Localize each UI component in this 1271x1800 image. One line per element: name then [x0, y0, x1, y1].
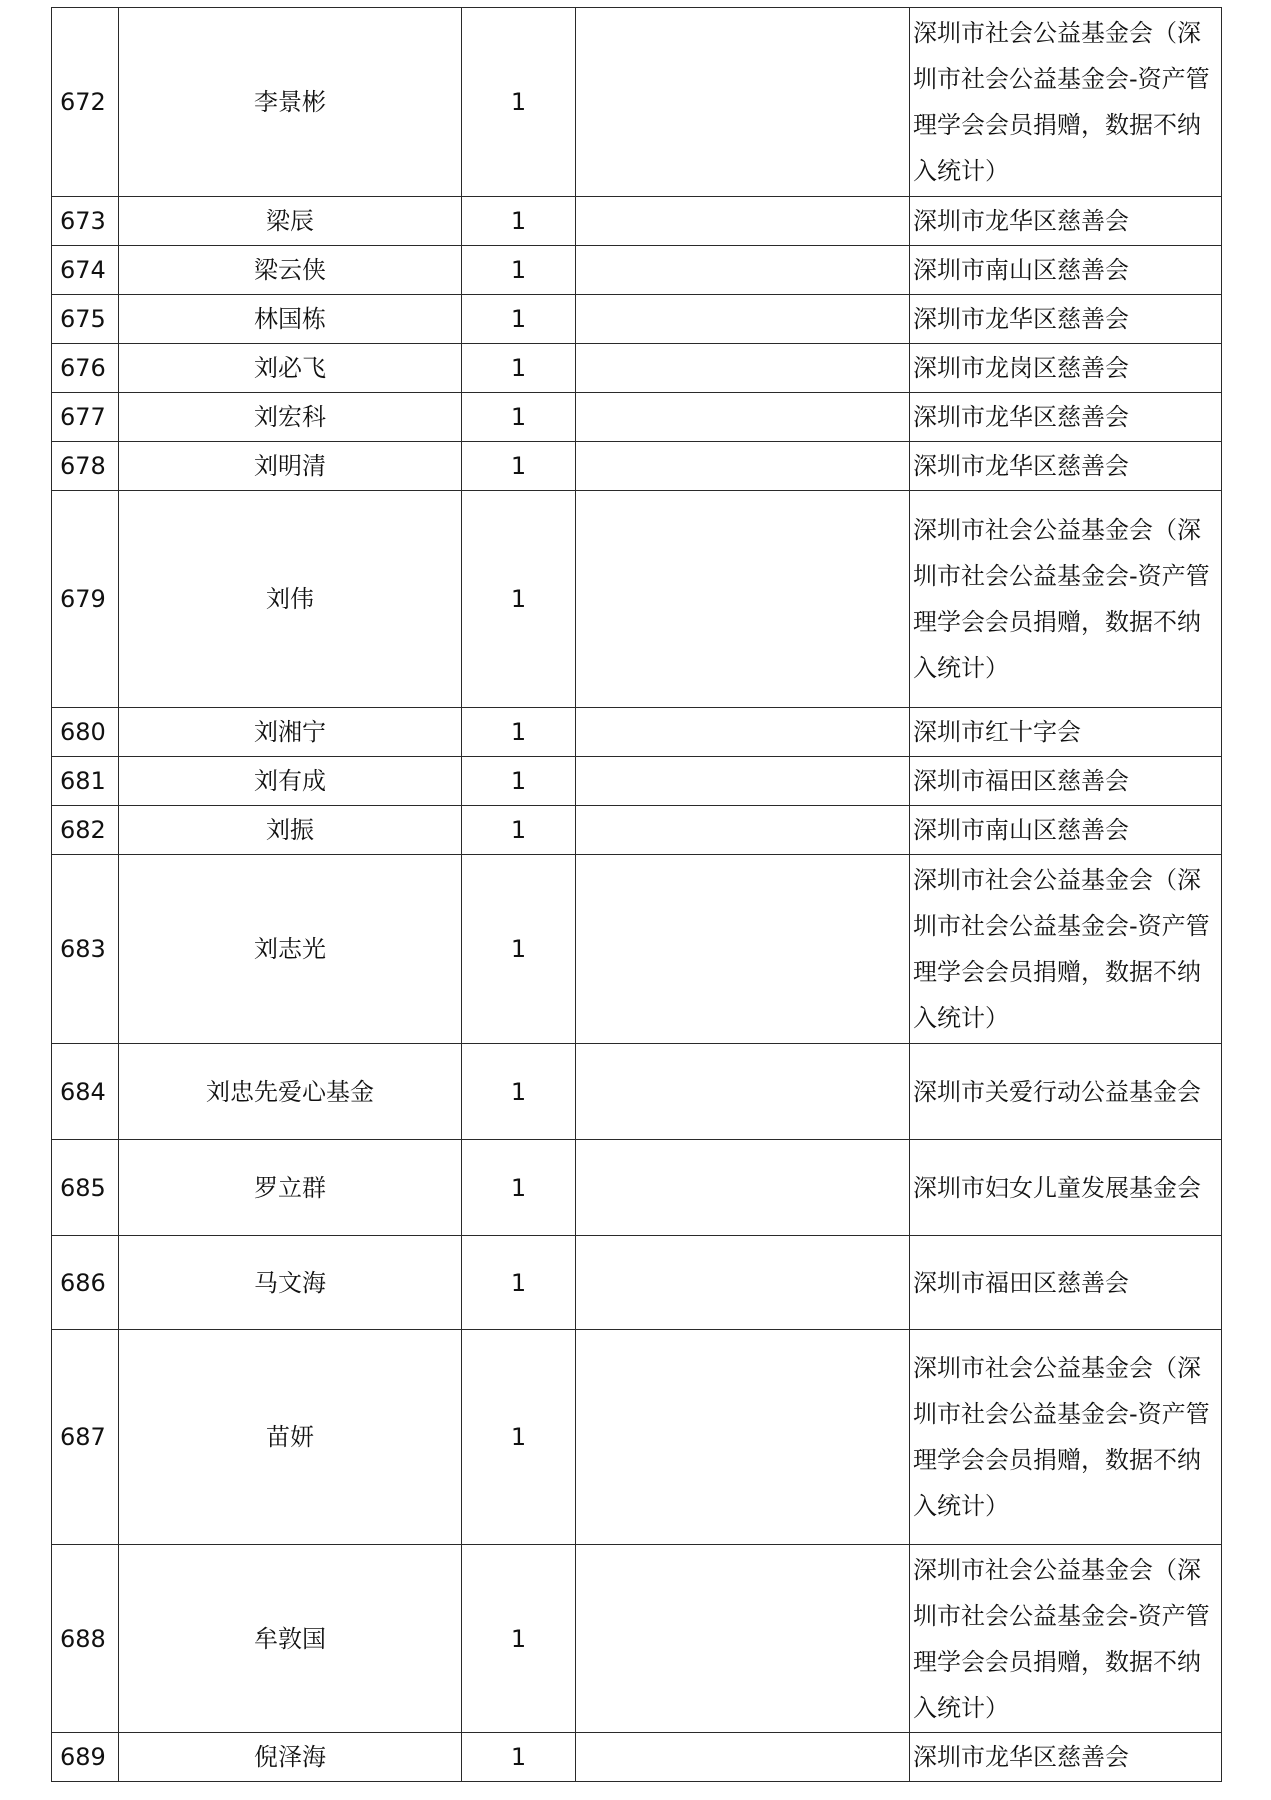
- donation-quantity: 1: [462, 344, 576, 393]
- table-row: [52, 393, 1222, 442]
- recipient-organization: 深圳市福田区慈善会: [910, 757, 1222, 806]
- row-number: 689: [52, 1733, 119, 1782]
- blank-cell: [576, 1044, 910, 1140]
- table-row: [52, 1140, 1222, 1236]
- table-row: [52, 1733, 1222, 1782]
- recipient-organization: 深圳市龙岗区慈善会: [910, 344, 1222, 393]
- blank-cell: [576, 442, 910, 491]
- recipient-organization: 深圳市关爱行动公益基金会: [910, 1044, 1222, 1140]
- table-row: [52, 1044, 1222, 1140]
- donation-quantity: 1: [462, 393, 576, 442]
- donation-quantity: 1: [462, 1330, 576, 1545]
- donation-table: [51, 7, 1222, 1782]
- blank-cell: [576, 1545, 910, 1733]
- row-number: 682: [52, 806, 119, 855]
- recipient-organization: 深圳市社会公益基金会（深圳市社会公益基金会-资产管理学会会员捐赠，数据不纳入统计）: [910, 855, 1222, 1044]
- row-number: 686: [52, 1236, 119, 1330]
- recipient-organization: 深圳市南山区慈善会: [910, 806, 1222, 855]
- donor-name: 梁云侠: [119, 246, 462, 295]
- donor-name: 刘忠先爱心基金: [119, 1044, 462, 1140]
- blank-cell: [576, 806, 910, 855]
- table-row: [52, 1545, 1222, 1733]
- table-row: [52, 197, 1222, 246]
- donation-quantity: 1: [462, 1140, 576, 1236]
- recipient-organization: 深圳市红十字会: [910, 708, 1222, 757]
- table-row: [52, 855, 1222, 1044]
- row-number: 687: [52, 1330, 119, 1545]
- row-number: 675: [52, 295, 119, 344]
- table-row: [52, 806, 1222, 855]
- donation-quantity: 1: [462, 1733, 576, 1782]
- recipient-organization: 深圳市社会公益基金会（深圳市社会公益基金会-资产管理学会会员捐赠，数据不纳入统计）: [910, 491, 1222, 708]
- table-row: [52, 8, 1222, 197]
- donation-quantity: 1: [462, 1545, 576, 1733]
- donation-quantity: 1: [462, 806, 576, 855]
- table-row: [52, 1236, 1222, 1330]
- donor-name: 刘有成: [119, 757, 462, 806]
- table-row: [52, 442, 1222, 491]
- row-number: 676: [52, 344, 119, 393]
- table-body: [52, 8, 1222, 1782]
- recipient-organization: 深圳市龙华区慈善会: [910, 295, 1222, 344]
- table-row: [52, 708, 1222, 757]
- donor-name: 刘湘宁: [119, 708, 462, 757]
- recipient-organization: 深圳市社会公益基金会（深圳市社会公益基金会-资产管理学会会员捐赠，数据不纳入统计）: [910, 1330, 1222, 1545]
- blank-cell: [576, 1236, 910, 1330]
- row-number: 674: [52, 246, 119, 295]
- donor-name: 马文海: [119, 1236, 462, 1330]
- donor-name: 罗立群: [119, 1140, 462, 1236]
- blank-cell: [576, 855, 910, 1044]
- donation-quantity: 1: [462, 708, 576, 757]
- table-row: [52, 757, 1222, 806]
- blank-cell: [576, 1330, 910, 1545]
- donation-quantity: 1: [462, 246, 576, 295]
- row-number: 681: [52, 757, 119, 806]
- blank-cell: [576, 491, 910, 708]
- recipient-organization: 深圳市龙华区慈善会: [910, 393, 1222, 442]
- donor-name: 刘明清: [119, 442, 462, 491]
- donor-name: 刘伟: [119, 491, 462, 708]
- donation-quantity: 1: [462, 1044, 576, 1140]
- recipient-organization: 深圳市社会公益基金会（深圳市社会公益基金会-资产管理学会会员捐赠，数据不纳入统计）: [910, 1545, 1222, 1733]
- row-number: 688: [52, 1545, 119, 1733]
- recipient-organization: 深圳市龙华区慈善会: [910, 197, 1222, 246]
- blank-cell: [576, 1733, 910, 1782]
- row-number: 680: [52, 708, 119, 757]
- blank-cell: [576, 344, 910, 393]
- blank-cell: [576, 393, 910, 442]
- recipient-organization: 深圳市妇女儿童发展基金会: [910, 1140, 1222, 1236]
- donation-quantity: 1: [462, 855, 576, 1044]
- donor-name: 刘宏科: [119, 393, 462, 442]
- table-row: [52, 344, 1222, 393]
- recipient-organization: 深圳市龙华区慈善会: [910, 1733, 1222, 1782]
- row-number: 679: [52, 491, 119, 708]
- blank-cell: [576, 1140, 910, 1236]
- blank-cell: [576, 197, 910, 246]
- donor-name: 刘必飞: [119, 344, 462, 393]
- table-row: [52, 246, 1222, 295]
- row-number: 683: [52, 855, 119, 1044]
- blank-cell: [576, 757, 910, 806]
- row-number: 673: [52, 197, 119, 246]
- row-number: 678: [52, 442, 119, 491]
- blank-cell: [576, 295, 910, 344]
- table-row: [52, 1330, 1222, 1545]
- donation-quantity: 1: [462, 442, 576, 491]
- table-row: [52, 491, 1222, 708]
- row-number: 684: [52, 1044, 119, 1140]
- donation-quantity: 1: [462, 197, 576, 246]
- recipient-organization: 深圳市福田区慈善会: [910, 1236, 1222, 1330]
- donation-quantity: 1: [462, 757, 576, 806]
- donor-name: 林国栋: [119, 295, 462, 344]
- donation-quantity: 1: [462, 295, 576, 344]
- donor-name: 牟敦国: [119, 1545, 462, 1733]
- blank-cell: [576, 8, 910, 197]
- donor-name: 梁辰: [119, 197, 462, 246]
- donor-name: 刘志光: [119, 855, 462, 1044]
- row-number: 672: [52, 8, 119, 197]
- donation-quantity: 1: [462, 1236, 576, 1330]
- blank-cell: [576, 708, 910, 757]
- row-number: 677: [52, 393, 119, 442]
- recipient-organization: 深圳市社会公益基金会（深圳市社会公益基金会-资产管理学会会员捐赠，数据不纳入统计）: [910, 8, 1222, 197]
- recipient-organization: 深圳市龙华区慈善会: [910, 442, 1222, 491]
- donor-name: 苗妍: [119, 1330, 462, 1545]
- donor-name: 刘振: [119, 806, 462, 855]
- donor-name: 李景彬: [119, 8, 462, 197]
- row-number: 685: [52, 1140, 119, 1236]
- blank-cell: [576, 246, 910, 295]
- donation-quantity: 1: [462, 8, 576, 197]
- recipient-organization: 深圳市南山区慈善会: [910, 246, 1222, 295]
- donation-quantity: 1: [462, 491, 576, 708]
- donor-name: 倪泽海: [119, 1733, 462, 1782]
- table-row: [52, 295, 1222, 344]
